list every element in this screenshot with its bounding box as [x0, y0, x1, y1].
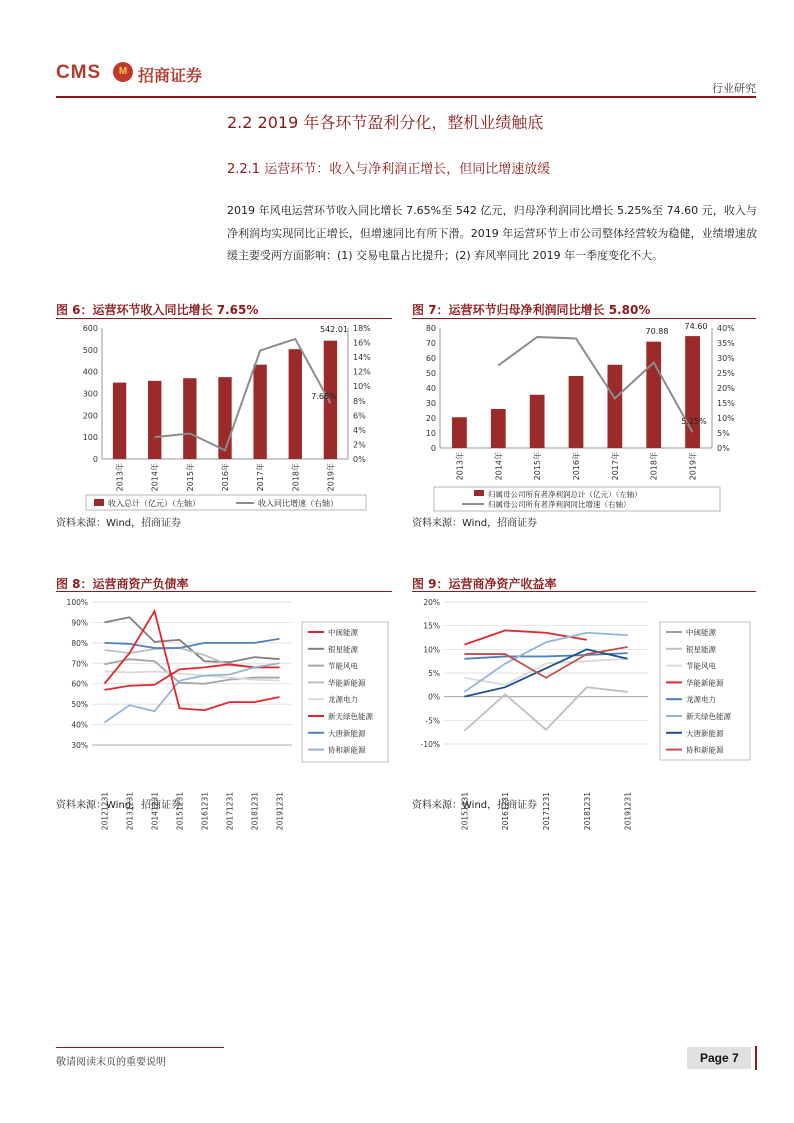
fig6-title: 图 6：运营环节收入同比增长 7.65%	[56, 303, 259, 317]
growth-line	[498, 337, 692, 432]
y-tick-label: -10%	[420, 740, 440, 749]
fig7-rule	[412, 318, 756, 319]
right-tick-label: 20%	[717, 384, 735, 393]
series-line	[105, 617, 280, 662]
legend-label-bar: 收入总计（亿元）（左轴）	[108, 499, 200, 508]
report-type: 行业研究	[712, 82, 756, 95]
left-tick-label: 80	[425, 324, 436, 333]
data-label: 542.01	[320, 325, 348, 334]
page-accent-bar	[755, 1046, 757, 1070]
right-tick-label: 12%	[353, 367, 371, 377]
legend-label: 中闽能源	[686, 628, 716, 637]
bar	[113, 383, 126, 459]
right-tick-label: 10%	[353, 382, 371, 392]
data-label: 70.88	[645, 327, 669, 336]
y-tick-label: 40%	[71, 720, 88, 730]
right-tick-label: 35%	[717, 339, 735, 348]
left-tick-label: 50	[425, 369, 436, 378]
footer-note: 敬请阅读末页的重要说明	[56, 1057, 166, 1068]
fig8-source: 资料来源：Wind，招商证券	[56, 800, 182, 811]
bar	[646, 342, 661, 448]
right-tick-label: 2%	[353, 440, 366, 450]
x-tick-label: 2017年	[256, 463, 266, 492]
data-label: 74.60	[684, 322, 708, 331]
fig7-chart	[412, 320, 756, 512]
legend-label: 银星能源	[328, 644, 358, 654]
x-tick-label: 2014年	[150, 463, 160, 492]
x-tick-label: 20181231	[582, 792, 592, 831]
x-tick-label: 20171231	[542, 792, 551, 831]
y-tick-label: -5%	[425, 716, 440, 726]
x-tick-label: 20151231	[460, 792, 470, 831]
series-line	[464, 659, 627, 685]
right-tick-label: 6%	[353, 411, 366, 421]
x-tick-label: 2017年	[610, 452, 620, 481]
left-tick-label: 10	[425, 429, 436, 438]
left-tick-label: 40	[425, 384, 436, 393]
header-rule	[56, 96, 756, 98]
y-tick-label: 0%	[428, 692, 440, 702]
series-line	[105, 671, 280, 680]
left-tick-label: 60	[425, 354, 436, 363]
right-tick-label: 0%	[717, 444, 730, 453]
left-tick-label: 20	[425, 414, 436, 423]
y-tick-label: 50%	[71, 700, 88, 710]
x-tick-label: 2013年	[455, 452, 465, 481]
x-tick-label: 2013年	[115, 463, 125, 492]
legend-swatch-bar	[94, 499, 104, 506]
legend-label: 银星能源	[686, 644, 716, 654]
x-tick-label: 20181231	[250, 792, 260, 831]
legend-swatch-bar	[474, 490, 484, 496]
legend-label: 中闽能源	[328, 628, 358, 637]
y-tick-label: 60%	[71, 679, 88, 689]
right-tick-label: 5%	[717, 429, 730, 438]
left-tick-label: 300	[82, 389, 98, 399]
footer-rule	[56, 1047, 224, 1048]
legend-label: 华能新能源	[686, 678, 724, 688]
y-tick-label: 70%	[71, 659, 88, 669]
x-tick-label: 2016年	[221, 463, 230, 492]
legend-label: 龙源电力	[328, 695, 358, 705]
bar	[607, 365, 622, 448]
right-tick-label: 16%	[353, 338, 371, 348]
y-tick-label: 80%	[71, 638, 88, 648]
legend-label: 节能风电	[328, 661, 358, 671]
right-tick-label: 15%	[717, 399, 735, 408]
x-tick-label: 20121231	[100, 792, 110, 831]
series-line	[105, 611, 280, 710]
left-tick-label: 70	[425, 339, 436, 348]
page-number: Page 7	[700, 1051, 739, 1065]
fig8-title: 图 8：运营商资产负债率	[56, 577, 189, 591]
fig6-chart	[56, 320, 392, 512]
y-tick-label: 100%	[66, 598, 88, 607]
x-tick-label: 20191231	[275, 792, 285, 831]
legend-label: 新天绿色能源	[328, 712, 373, 721]
bar	[491, 409, 506, 448]
right-tick-label: 10%	[717, 414, 735, 423]
x-tick-label: 2019年	[326, 463, 336, 492]
left-tick-label: 0	[430, 444, 436, 453]
x-tick-label: 2018年	[649, 452, 659, 481]
y-tick-label: 90%	[71, 618, 88, 628]
x-tick-label: 2019年	[688, 452, 698, 481]
right-tick-label: 18%	[353, 324, 371, 333]
legend-label: 新天绿色能源	[686, 712, 731, 721]
right-tick-label: 30%	[717, 354, 735, 363]
growth-line	[155, 339, 331, 450]
x-tick-label: 20131231	[125, 792, 135, 831]
bar	[530, 395, 545, 448]
fig9-title: 图 9：运营商净资产收益率	[412, 577, 557, 591]
legend-label: 大唐新能源	[686, 728, 724, 738]
bar	[218, 377, 231, 459]
logo-mark-icon: M	[113, 62, 133, 82]
fig6-rule	[56, 318, 392, 319]
legend-box	[660, 622, 750, 760]
x-tick-label: 2015年	[185, 463, 195, 492]
x-tick-label: 20151231	[175, 792, 185, 831]
x-tick-label: 2016年	[572, 452, 581, 481]
y-tick-label: 5%	[428, 669, 440, 678]
fig7-title: 图 7：运营环节归母净利润同比增长 5.80%	[412, 303, 651, 317]
subsection-title: 2.2.1 运营环节：收入与净利润正增长，但同比增速放缓	[227, 162, 551, 177]
section-title: 2.2 2019 年各环节盈利分化，整机业绩触底	[227, 113, 544, 132]
left-tick-label: 500	[82, 345, 98, 355]
bar	[289, 349, 302, 459]
x-tick-label: 20161231	[501, 792, 511, 831]
left-tick-label: 200	[82, 411, 98, 421]
bar	[569, 376, 584, 448]
x-tick-label: 2015年	[533, 452, 543, 481]
y-tick-label: 10%	[423, 645, 440, 655]
legend-label: 龙源电力	[686, 695, 716, 705]
bar	[148, 381, 161, 459]
logo-chinese-name: 招商证券	[138, 66, 203, 85]
x-tick-label: 20171231	[225, 792, 235, 831]
data-label: 5.25%	[681, 417, 707, 426]
left-tick-label: 30	[425, 399, 436, 408]
x-tick-label: 2014年	[494, 452, 504, 481]
legend-label-line: 归属母公司所有者净利润同比增速（右轴）	[488, 500, 631, 509]
series-line	[464, 687, 627, 731]
bar	[183, 378, 196, 459]
bar	[452, 417, 467, 448]
legend-box	[302, 622, 388, 762]
fig7-source: 资料来源：Wind，招商证券	[412, 518, 538, 529]
left-tick-label: 0	[92, 455, 98, 464]
y-tick-label: 30%	[71, 741, 88, 750]
series-line	[464, 633, 627, 692]
legend-label: 大唐新能源	[328, 728, 366, 738]
y-tick-label: 15%	[423, 621, 440, 631]
fig9-rule	[412, 591, 756, 592]
x-tick-label: 20191231	[623, 792, 633, 831]
legend-label: 协和新能源	[686, 745, 724, 755]
bar	[253, 365, 266, 459]
data-label: 7.65%	[311, 392, 337, 401]
fig6-source: 资料来源：Wind，招商证券	[56, 518, 182, 529]
legend-label-line: 收入同比增速（右轴）	[258, 499, 338, 508]
left-tick-label: 400	[82, 367, 98, 377]
logo-cms: CMS	[56, 62, 102, 83]
x-tick-label: 20161231	[200, 792, 210, 831]
right-tick-label: 14%	[353, 353, 371, 363]
fig9-source: 资料来源：Wind，招商证券	[412, 800, 538, 811]
right-tick-label: 4%	[353, 425, 366, 435]
right-tick-label: 40%	[717, 324, 735, 333]
series-line	[105, 639, 280, 648]
x-tick-label: 2018年	[291, 463, 301, 492]
legend-label-bar: 归属母公司所有者净利润总计（亿元）（左轴）	[488, 490, 642, 499]
legend-label: 华能新能源	[328, 678, 366, 688]
y-tick-label: 20%	[423, 598, 440, 607]
right-tick-label: 25%	[717, 369, 735, 378]
left-tick-label: 600	[82, 324, 98, 333]
right-tick-label: 8%	[353, 396, 366, 406]
body-paragraph: 2019 年风电运营环节收入同比增长 7.65%至 542 亿元，归母净利润同比增长 5.25%至 74.60 元，收入与净利润均实现同比正增长，但增速同比有所下滑。2019 年运营环节上市公司整体经营较为稳健，业绩增速放缓主要受两方面影响：(1) 交易电量占比提升；(2) 弃风率同比 2019 年一季度变化不大。	[227, 204, 757, 262]
legend-label: 协和新能源	[328, 745, 366, 755]
right-tick-label: 0%	[353, 455, 366, 464]
fig8-rule	[56, 591, 392, 592]
legend-label: 节能风电	[686, 661, 716, 671]
x-tick-label: 20141231	[150, 792, 160, 831]
left-tick-label: 100	[82, 433, 98, 443]
